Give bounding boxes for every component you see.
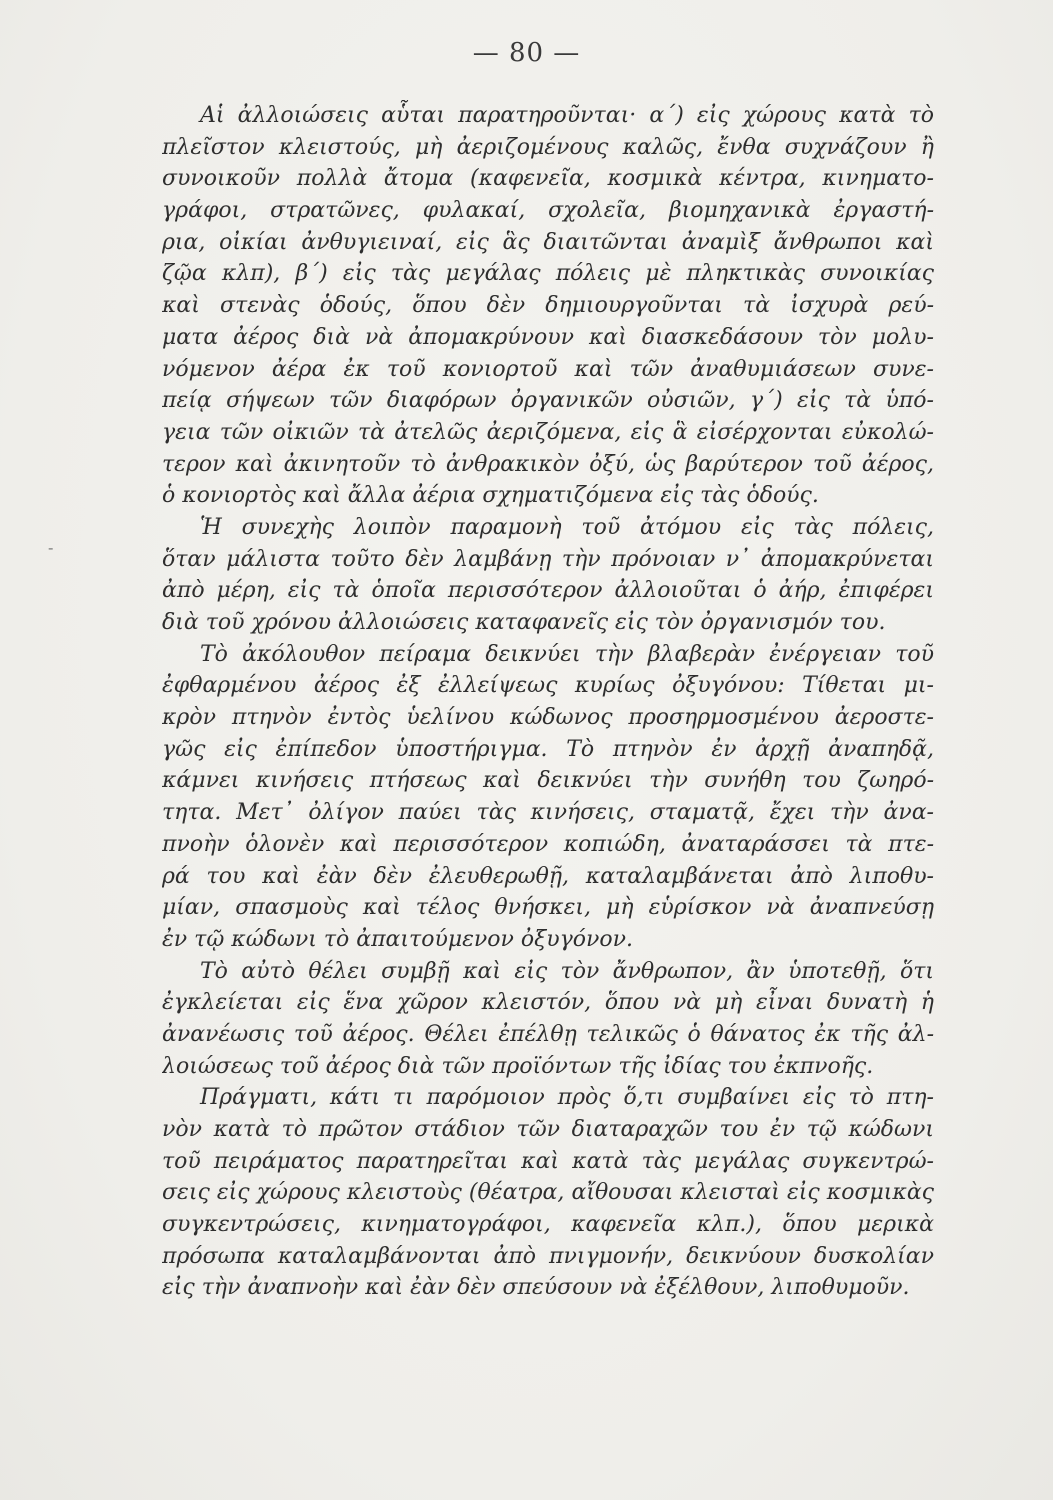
paragraph — [162, 100, 934, 512]
text-line: ἀνανέωσις τοῦ ἀέρος. Θέλει ἐπέλθῃ τελικῶς ὁ θάνατος ἐκ τῆς ἀλ- — [162, 1021, 934, 1047]
text-line: γεια τῶν οἰκιῶν τὰ ἀτελῶς ἀεριζόμενα, εἰς ἃ εἰσέρχονται εὐκολώ- — [162, 419, 934, 445]
text-line: ἀπὸ μέρη, εἰς τὰ ὁποῖα περισσότερον ἀλλοιοῦται ὁ ἀήρ, ἐπιφέρει — [162, 578, 934, 604]
text-line: σεις εἰς χώρους κλειστοὺς (θέατρα, αἴθουσαι κλεισταὶ εἰς κοσμικὰς — [162, 1180, 934, 1206]
text-line: καὶ στενὰς ὁδούς, ὅπου δὲν δημιουργοῦνται τὰ ἰσχυρὰ ρεύ- — [162, 293, 934, 319]
text-line: ζῷα κλπ), β΄) εἰς τὰς μεγάλας πόλεις μὲ πληκτικὰς συνοικίας — [162, 261, 934, 287]
text-line: συγκεντρώσεις, κινηματογράφοι, καφενεῖα κλπ.), ὅπου μερικὰ — [162, 1212, 934, 1238]
margin-mark: - — [48, 538, 54, 557]
text-line: Ἡ συνεχὴς λοιπὸν παραμονὴ τοῦ ἀτόμου εἰς τὰς πόλεις, — [200, 514, 934, 540]
text-line: πνοὴν ὁλονὲν καὶ περισσότερον κοπιώδη, ἀναταράσσει τὰ πτε- — [162, 831, 934, 857]
text-line: νόμενον ἀέρα ἐκ τοῦ κονιορτοῦ καὶ τῶν ἀναθυμιάσεων συνε- — [162, 356, 934, 382]
text-line: διὰ τοῦ χρόνου ἀλλοιώσεις καταφανεῖς εἰς τὸν ὀργανισμόν του. — [162, 610, 886, 635]
text-line: συνοικοῦν πολλὰ ἄτομα (καφενεῖα, κοσμικὰ κέντρα, κινηματο- — [162, 166, 934, 192]
page-number: — 80 — — [472, 38, 581, 68]
text-line: νὸν κατὰ τὸ πρῶτον στάδιον τῶν διαταραχῶν του ἐν τῷ κώδωνι — [162, 1117, 934, 1142]
paragraph — [162, 956, 934, 1083]
text-line: ἐν τῷ κώδωνι τὸ ἀπαιτούμενον ὀξυγόνον. — [162, 926, 634, 952]
text-line: γῶς εἰς ἐπίπεδον ὑποστήριγμα. Τὸ πτηνὸν ἐν ἀρχῇ ἀναπηδᾷ, — [162, 736, 934, 762]
paragraph — [162, 639, 934, 956]
text-line: λοιώσεως τοῦ ἀέρος διὰ τῶν προϊόντων τῆς ἰδίας του ἐκπνοῆς. — [162, 1053, 874, 1079]
text-line: τερον καὶ ἀκινητοῦν τὸ ἀνθρακικὸν ὀξύ, ὡς βαρύτερον τοῦ ἀέρος, — [162, 451, 934, 477]
text-line: εἰς τὴν ἀναπνοὴν καὶ ἐὰν δὲν σπεύσουν νὰ ἐξέλθουν, λιποθυμοῦν. — [162, 1275, 910, 1301]
paragraph — [162, 1082, 934, 1304]
text-line: ἐγκλείεται εἰς ἕνα χῶρον κλειστόν, ὅπου νὰ μὴ εἶναι δυνατὴ ἡ — [162, 990, 934, 1016]
text-line: ὅταν μάλιστα τοῦτο δὲν λαμβάνῃ τὴν πρόνοιαν ν᾽ ἀπομακρύνεται — [162, 546, 934, 572]
text-line: Τὸ αὐτὸ θέλει συμβῇ καὶ εἰς τὸν ἄνθρωπον, ἂν ὑποτεθῇ, ὅτι — [200, 958, 934, 984]
text-line: Αἱ ἀλλοιώσεις αὗται παρατηροῦνται· α΄) εἰς χώρους κατὰ τὸ — [200, 103, 934, 128]
body-text — [162, 100, 934, 1304]
text-line: μίαν, σπασμοὺς καὶ τέλος θνήσκει, μὴ εὑρίσκον νὰ ἀναπνεύσῃ — [162, 895, 934, 921]
text-line: τητα. Μετ᾽ ὀλίγον παύει τὰς κινήσεις, σταματᾷ, ἔχει τὴν ἀνα- — [162, 800, 934, 826]
text-line: ὁ κονιορτὸς καὶ ἄλλα ἀέρια σχηματιζόμενα εἰς τὰς ὁδούς. — [162, 483, 819, 509]
text-line: Τὸ ἀκόλουθον πείραμα δεικνύει τὴν βλαβερὰν ἐνέργειαν τοῦ — [200, 641, 934, 667]
text-line: γράφοι, στρατῶνες, φυλακαί, σχολεῖα, βιομηχανικὰ ἐργαστή- — [162, 198, 934, 224]
text-line: ρά του καὶ ἐὰν δὲν ἐλευθερωθῇ, καταλαμβάνεται ἀπὸ λιποθυ- — [162, 863, 934, 889]
text-line: κρὸν πτηνὸν ἐντὸς ὑελίνου κώδωνος προσηρμοσμένου ἀεροστε- — [162, 705, 934, 731]
text-line: ρια, οἰκίαι ἀνθυγιειναί, εἰς ἃς διαιτῶνται ἀναμὶξ ἄνθρωποι καὶ — [162, 229, 934, 255]
text-line: κάμνει κινήσεις πτήσεως καὶ δεικνύει τὴν συνήθη του ζωηρό- — [162, 768, 934, 794]
text-line: πρόσωπα καταλαμβάνονται ἀπὸ πνιγμονήν, δεικνύουν δυσκολίαν — [162, 1243, 934, 1269]
text-line: τοῦ πειράματος παρατηρεῖται καὶ κατὰ τὰς μεγάλας συγκεντρώ- — [162, 1148, 934, 1174]
text-line: ματα ἀέρος διὰ νὰ ἀπομακρύνουν καὶ διασκεδάσουν τὸν μολυ- — [162, 324, 934, 350]
text-line: ἐφθαρμένου ἀέρος ἐξ ἐλλείψεως κυρίως ὀξυγόνου: Τίθεται μι- — [162, 673, 934, 699]
paragraph — [162, 512, 934, 639]
text-line: πλεῖστον κλειστούς, μὴ ἀεριζομένους καλῶς, ἔνθα συχνάζουν ἢ — [162, 134, 934, 160]
text-line: πείᾳ σήψεων τῶν διαφόρων ὀργανικῶν οὐσιῶν, γ΄) εἰς τὰ ὑπό- — [162, 388, 934, 414]
text-line: Πράγματι, κάτι τι παρόμοιον πρὸς ὅ,τι συμβαίνει εἰς τὸ πτη- — [200, 1085, 934, 1111]
